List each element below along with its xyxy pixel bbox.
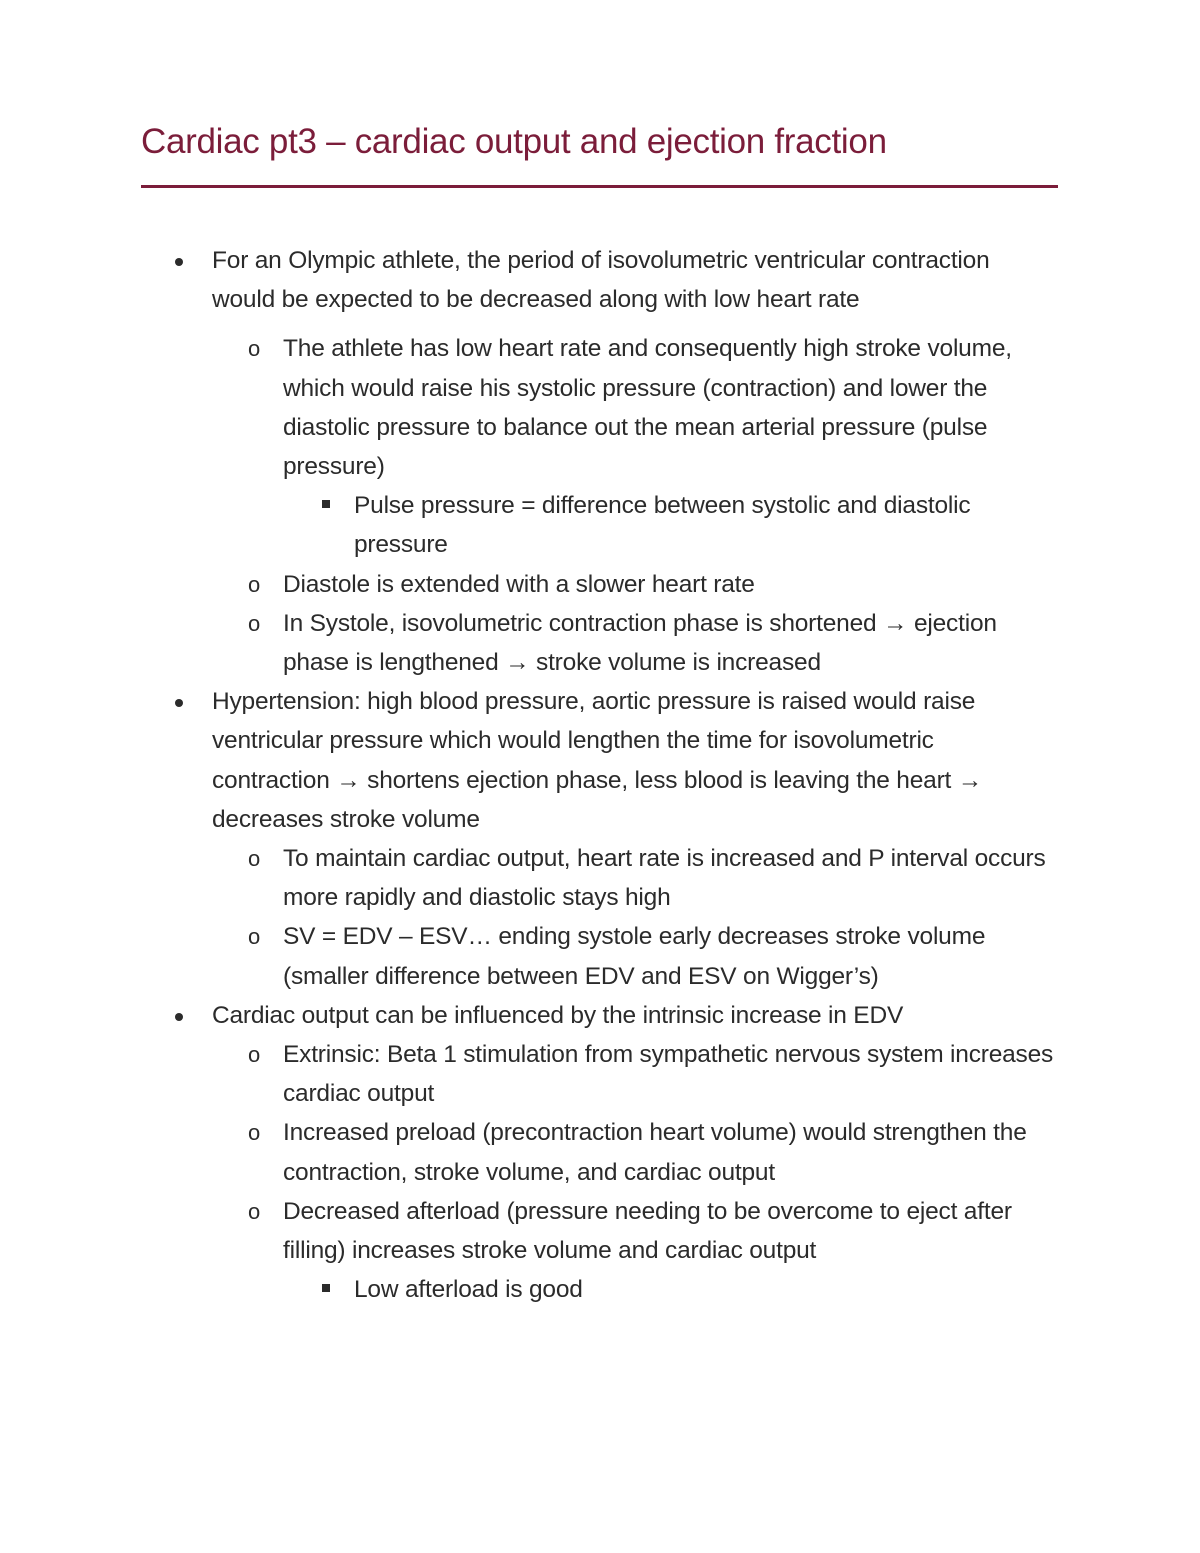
- title-underline: [141, 185, 1058, 188]
- circle-bullet-icon: o: [248, 846, 261, 872]
- circle-bullet-icon: o: [248, 1042, 261, 1068]
- sub-list-item-text: In Systole, isovolumetric contraction phase is shortened → ejection phase is lengthened → stroke volume is increased: [283, 609, 997, 677]
- sub-list-item: [0, 839, 1063, 917]
- sub-list-item: [0, 565, 1063, 604]
- sub-list-item-text: The athlete has low heart rate and consequently high stroke volume, which would raise his systolic pressure (contraction) and lower the diastolic pressure to balance out the mean arterial pressure (pulse pressure): [283, 335, 1012, 481]
- sub-list-item-text: Extrinsic: Beta 1 stimulation from sympathetic nervous system increases cardiac output: [283, 1041, 1054, 1108]
- sub-list-item: [0, 1035, 1063, 1113]
- circle-bullet-icon: o: [248, 571, 261, 597]
- sub-list-item-text: To maintain cardiac output, heart rate is increased and P interval occurs more rapidly and diastolic stays high: [283, 845, 1046, 912]
- bullet-icon: [175, 258, 183, 266]
- bullet-icon: [175, 1013, 183, 1021]
- sub-list-item: [0, 917, 1063, 995]
- sub-list-item: [0, 1113, 1063, 1191]
- sub-list-item-text: Diastole is extended with a slower heart rate: [283, 570, 755, 598]
- circle-bullet-icon: o: [248, 610, 261, 636]
- list-item: [0, 241, 1032, 682]
- sub-list-item: [0, 604, 1063, 682]
- sub-sub-list-item: [0, 1270, 1054, 1309]
- sub-sub-list-item-text: Low afterload is good: [354, 1276, 583, 1304]
- sub-list-item-text: Increased preload (precontraction heart volume) would strengthen the contraction, stroke volume, and cardiac output: [283, 1119, 1027, 1186]
- sub-list-item-text: Decreased afterload (pressure needing to be overcome to eject after filling) increases stroke volume and cardiac output: [283, 1197, 1012, 1265]
- sub-sub-list-item: [0, 486, 1054, 564]
- square-bullet-icon: [322, 500, 330, 508]
- sub-sub-list: [0, 1270, 1063, 1309]
- sub-list-item: [0, 1192, 1063, 1310]
- sub-list: [0, 1035, 1054, 1309]
- sub-list: [0, 839, 1046, 996]
- circle-bullet-icon: o: [248, 924, 261, 950]
- sub-list-item-text: SV = EDV – ESV… ending systole early decreases stroke volume (smaller difference between EDV and ESV on Wigger’s): [283, 923, 986, 990]
- sub-list: [0, 329, 1032, 682]
- list-item: [0, 996, 1054, 1310]
- list-item-text: Hypertension: high blood pressure, aortic pressure is raised would raise ventricular pressure which would lengthen the time for isovolumetric contraction → shortens ejection phase, less blood is leaving the heart → decreases stroke volume: [212, 688, 983, 833]
- sub-sub-list-item-text: Pulse pressure = difference between systolic and diastolic pressure: [354, 492, 971, 559]
- page-title: Cardiac pt3 – cardiac output and ejection fraction: [141, 122, 887, 161]
- list-item-text: For an Olympic athlete, the period of isovolumetric ventricular contraction would be expected to be decreased along with low heart rate: [212, 247, 990, 314]
- circle-bullet-icon: o: [248, 336, 261, 362]
- square-bullet-icon: [322, 1284, 330, 1292]
- sub-list-item: [0, 329, 1063, 564]
- bullet-list: [0, 241, 1200, 1309]
- bullet-icon: [175, 699, 183, 707]
- sub-sub-list: [0, 486, 1063, 564]
- list-item: [0, 682, 1046, 996]
- circle-bullet-icon: o: [248, 1120, 261, 1146]
- list-item-text: Cardiac output can be influenced by the intrinsic increase in EDV: [212, 1001, 904, 1029]
- notes-body: [0, 241, 1200, 1309]
- circle-bullet-icon: o: [248, 1198, 261, 1224]
